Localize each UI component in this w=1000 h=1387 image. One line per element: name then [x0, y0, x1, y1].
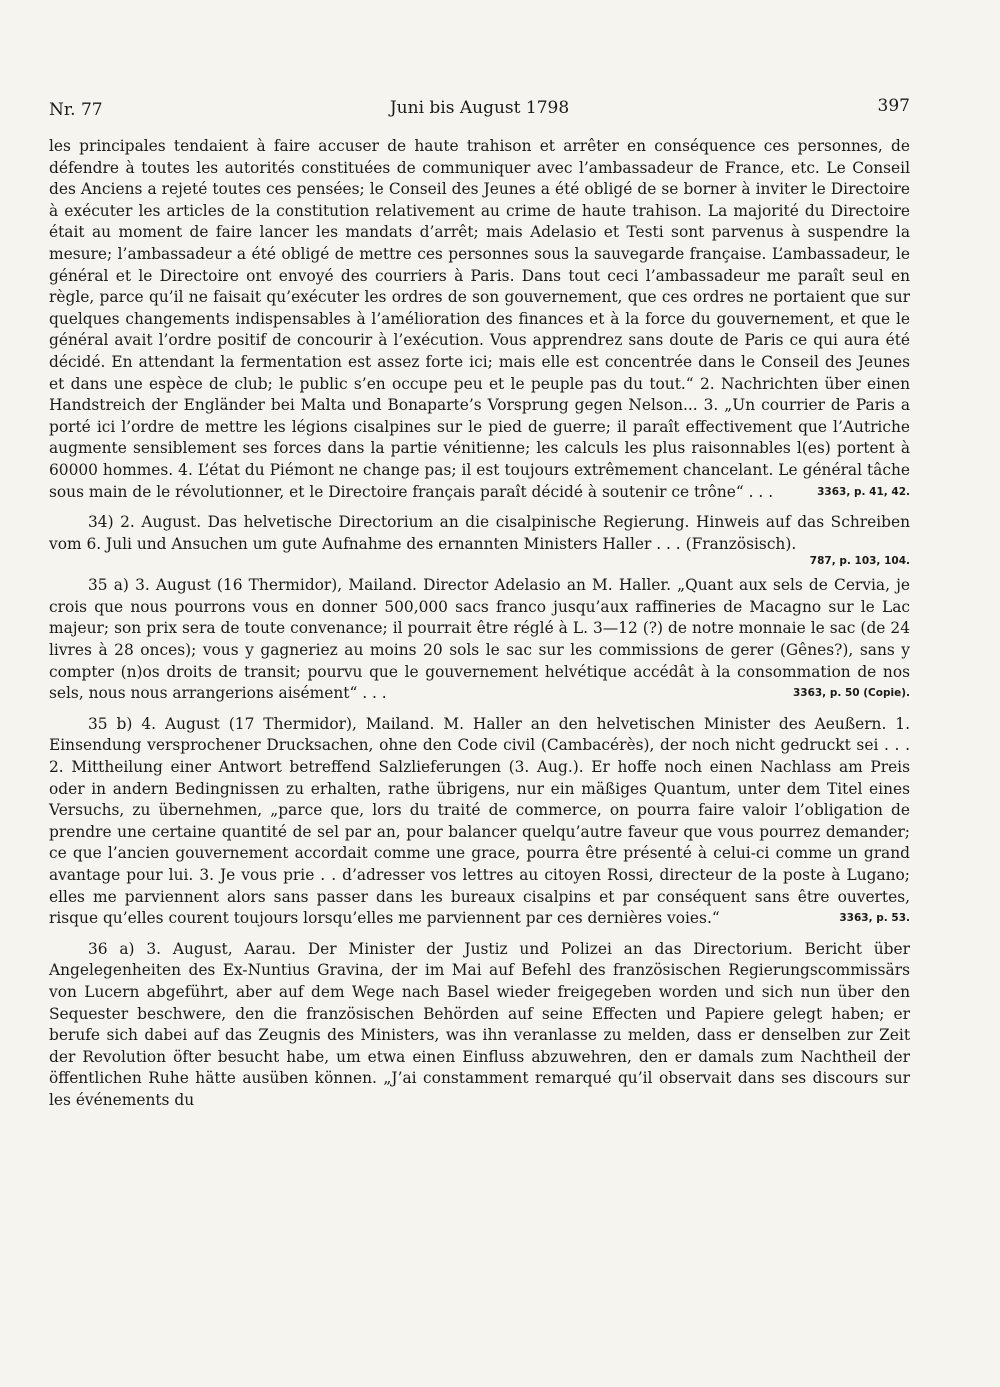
archive-reference: 3363, p. 41, 42.: [817, 485, 910, 498]
entry-text: 35 a) 3. August (16 Thermidor), Mailand. Director Adelasio an M. Haller. „Quant aux sels de Cervia, je crois que nous pourrons vous en donner 500,000 sacs franco jusqu’aux raffineries de Macagno sur le Lac majeur; son prix sera de toute convenance; il pourrait être réglé à L. 3—12 (?) de notre monnaie le sac (de 24 livres à 28 onces); vous y gagneriez au moins 20 sols le sac sur les commissions de gerer (Gênes?), sans y compter (n)os droits de transit; pourvu que le gouvernement helvétique accédât à la consommation de nos sels, nous nous arrangerions aisément“ . . .: [49, 576, 910, 703]
entry-34: [49, 512, 910, 555]
entry-text: 35 b) 4. August (17 Thermidor), Mailand. M. Haller an den helvetischen Minister des Aeußern. 1. Einsendung versprochener Drucksachen, ohne den Code civil (Cambacérès), der noch nicht gedruckt sei . . . 2. Mittheilung einer Antwort betreffend Salzlieferungen (3. Aug.). Er hoffe noch einen Nachlass am Preis oder in andern Bedingnissen zu erhalten, rathe übrigens, nur ein mäßiges Quantum, unter dem Titel eines Versuchs, zu übernehmen, „parce que, lors du traité de commerce, on pourra faire valoir l’obligation de prendre une certaine quantité de sel par an, pour balancer quelqu’autre faveur que vous pourrez demander; ce que l’ancien gouvernement accordait comme une grace, pourra être présenté à celui-ci comme un grand avantage pour lui. 3. Je vous prie . . d’adresser vos lettres au citoyen Rossi, directeur de la poste à Lugano; elles me parviennent alors sans passer dans les bureaux cisalpins et par conséquent sans être ouvertes, risque qu’elles courent toujours lorsqu’elles me parviennent par ces dernières voies.“: [49, 714, 910, 928]
archive-reference: 787, p. 103, 104.: [809, 555, 910, 568]
archive-reference: 3363, p. 50 (Copie).: [792, 687, 910, 700]
archive-reference: 3363, p. 53.: [839, 912, 910, 925]
page-number: 397: [877, 96, 910, 116]
running-header: [49, 92, 910, 122]
document-number: Nr. 77: [49, 100, 103, 120]
entry-text: les principales tendaient à faire accuser de haute trahison et arrêter en conséquence ces personnes, de défendre à toutes les autorités constituées de communiquer avec l’ambassadeur de France, etc. Le Conseil des Anciens a rejeté toutes ces pensées; le Conseil des Jeunes a été obligé de se borner à inviter le Directoire à exécuter les articles de la constitution relativement au crime de haute trahison. La majorité du Directoire était au moment de faire lancer les mandats d’arrêt; mais Adelasio et Testi sont parvenus à suspendre la mesure; l’ambassadeur a été obligé de mettre ces personnes sous la sauvegarde française. L’ambassadeur, le général et le Directoire ont envoyé des courriers à Paris. Dans tout ceci l’ambassadeur me paraît seul en règle, parce qu’il ne faisait qu’exécuter les ordres de son gouvernement, que ces ordres ne portaient que sur quelques changements indispensables à l’amélioration des finances et à la force du gouvernement, et que le général avait l’ordre positif de concourir à l’exécution. Vous apprendrez sans doute de Paris ce qui aura été décidé. En attendant la fermentation est assez forte ici; mais elle est concentrée dans le Conseil des Jeunes et dans une espèce de club; le public s’en occupe peu et le peuple pas du tout.“ 2. Nachrichten über einen Handstreich der Engländer bei Malta und Bonaparte’s Vorsprung gegen Nelson... 3. „Un courrier de Paris a porté ici l’ordre de mettre les légions cisalpines sur le pied de guerre; il paraît effectivement que l’Autriche augmente sensiblement ses forces dans la partie vénitienne; les calculs les plus raisonnables l(es) portent à 60000 hommes. 4. L’état du Piémont ne change pas; il est toujours extrêmement chancelant. Le général tâche sous main de le révolutionner, et le Directoire français paraît décidé à soutenir ce trône“ . . .: [49, 137, 910, 501]
entry-35a: [49, 575, 910, 705]
body-text: [49, 136, 910, 1112]
entry-continuation: [49, 136, 910, 503]
entry-35b: [49, 714, 910, 930]
running-title: Juni bis August 1798: [389, 98, 570, 118]
entry-text: 36 a) 3. August, Aarau. Der Minister der Justiz und Polizei an das Directorium. Bericht über Angelegenheiten des Ex-Nuntius Gravina, der im Mai auf Befehl des französischen Regierungscommissärs von Lucern abgeführt, aber auf dem Wege nach Basel wieder freigegeben worden und sich nun über den Sequester beschwere, den die französischen Behörden auf seine Effecten und Papiere gelegt haben; er berufe sich dabei auf das Zeugnis des Ministers, was ihn veranlasse zu melden, dass er denselben zur Zeit der Revolution öfter besucht habe, um etwa einen Einfluss abzuwehren, den er damals zum Nachtheil der öffentlichen Ruhe hätte ausüben können. „J’ai constamment remarqué qu’il observait dans ses discours sur les événements du: [49, 939, 910, 1109]
page: [49, 92, 910, 1112]
entry-36a: [49, 939, 910, 1112]
entry-text: 34) 2. August. Das helvetische Directorium an die cisalpinische Regierung. Hinweis auf das Schreiben vom 6. Juli und Ansuchen um gute Aufnahme des ernannten Ministers Haller . . . (Französisch).: [49, 513, 910, 553]
